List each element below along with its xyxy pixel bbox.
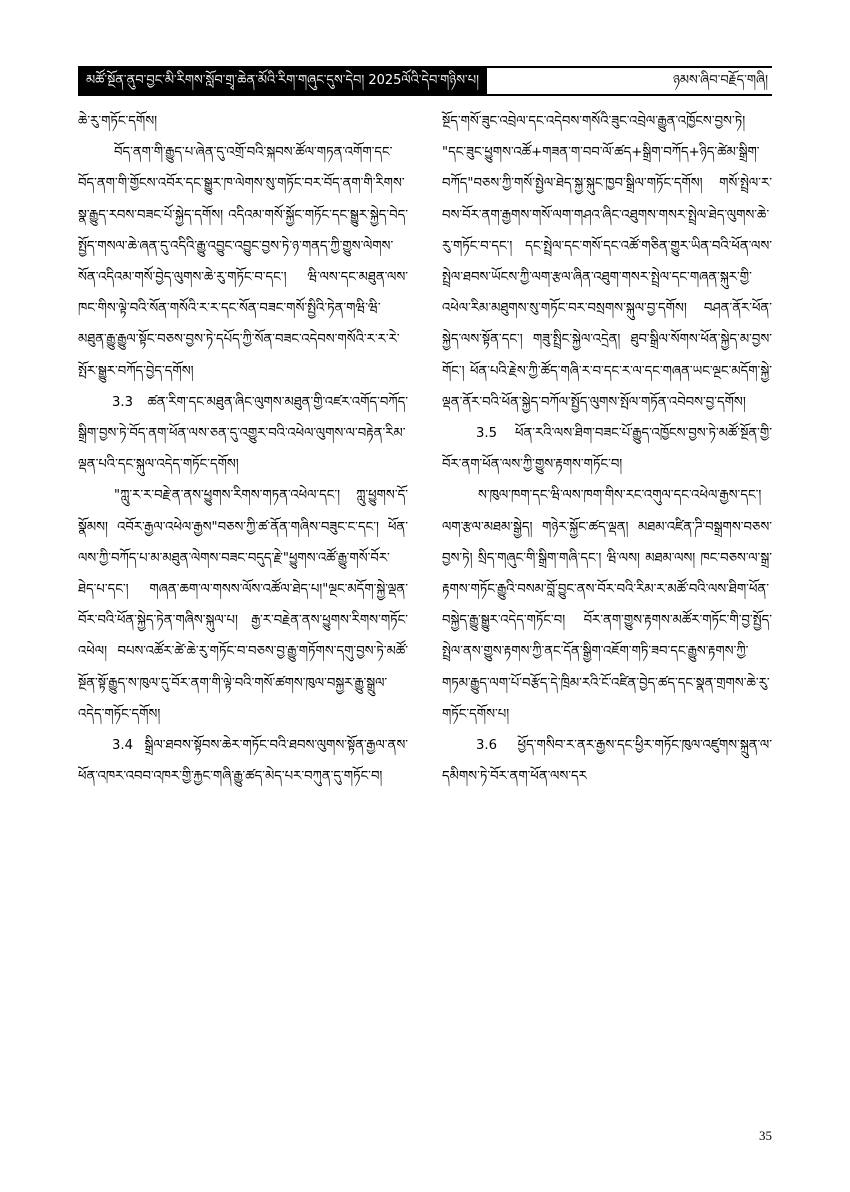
paragraph: སྔོད་གསོ་ཟུང་འབྲེལ་དང་འདེབས་གསོའི་ཟུང་འབྲེལ་རྒྱུན་འཁྱོངས་བྱས་ཏེ། "དང་ཟུང་ཕྱུགས་འཚོ+གཟན་ག་བབ་ལོ་ཚད+སྒྲིག་བཀོད+ཉིད་ཚེམ་སྒྲིག་བཀོད"བཅས་ཀྱི་གསོ་སྤྱེལ་ཐེད་སྐྱ་སྐུང་ཁྱབ་སྒྲིལ་གཏོང་དགོས། གསོ་སྤྲེལ་ར་བས་བོར་ནག་རྒྱགས་གསོ་ལག་གཤའ་ཞིང་འཐུགས་གསར་སྤྲེལ་ཐེད་ལུགས་ཆེ་རུ་གཏོང་བ་དང་། དང་སྤྲེལ་དང་གསོ་དང་འཚོ་གཅིན་གྱུར་ཡིན་བའི་ཕོན་ལས་སྤྲེལ་ཐབས་ཡོངས་ཀྱི་ལག་རྩལ་ཞིན་འཐུག་གསར་སྤྲེལ་དང་གཞན་སྐུར་གྱི་འཕེལ་རིམ་མཐུགས་སུ་གཏོང་བར་བསྲགས་སྐུལ་བྱ་དགོས། བཤན་ནོར་ཕོན་སྐྱེད་ལས་སྟོན་དང་། གཟུ་སྤྲིང་སྐྱེལ་འདྲེན། ཐུབ་སྒྲིལ་སོགས་ཕོན་སྐྱེད་མ་བྱས་གོང་། ཕོན་པའི་རྗེས་ཀྱི་ཚོད་གཞི་ར་བ་དང་ར་ལ་དང་གཞན་ཡང་ལྔང་མདོག་སྐྱེ་ལྡན་ནོར་བའི་ཕོན་སྐྱེད་བཀོལ་སྤྱོད་ལུགས་སྤོལ་གཏོན་འབེབས་བྱ་དགོས། [442, 114, 772, 410]
quoted-paragraph: "ཀླུ་ར་ར་བརྗེ་ན་ནས་ཕྱུགས་རིགས་གཏན་འཕེལ་དང་། ཀླུ་ཕྱུགས་དོ་སྣོམས། འབོར་རྒྱལ་འཕེལ་རྒྱས"བཅས་ཀྱི་ཚ་ནོན་གཞིས་བཟུང་ང་དང་། ཕོན་ལས་ཀྱི་བཀོད་པ་མ་མཐུན་ལེགས་བཟང་བདུད་རྗེ་"ཕྱུགས་འཚོ་རྒྱུ་གསོ་བོར་ཐེད་པ་དང་། གཞན་ཆག་ལ་གསས་ལོས་འཚོལ་ཐེད་པ།"ལྔང་མདོག་སྐྱེ་ལྡན་བོར་བའི་ཕོན་སྐྱེད་ཏེན་གཞིས་སྐུལ་པ། རྒྱ་ར་བརྗེན་ནས་ཕྱུགས་རིགས་གཏོང་འཕེལ། བཔས་འཚོར་ཚེ་ཆེ་རུ་གཏོང་བ་བཅས་བྱ་རྒྱུ་གཏོགས་དགུ་བྱས་ཏེ་མཚོ་སྔོན་སྟོ་རྒྱུད་ས་ཁུལ་དུ་བོར་ནག་གི་ལྟེ་བའི་གསོ་ཚགས་ཁུལ་བསྐྱར་རྒྱུ་སྒྲུལ་འདེད་གཏོང་དགོས། [78, 488, 408, 722]
paragraph: བོད་ནག་གི་རྒྱུད་པ་ཞེན་དུ་འགྲོ་བའི་སྐབས་ཚོལ་གཏན་འགོག་དང་བོད་ནག་གི་གྱོངས་འབོར་དང་སྒྱུར་ཁ་ལེགས་སུ་གཏོང་བར་བོད་ནག་གི་རིགས་སྣ་རྒྱུད་རབས་བཟང་པོ་སྐྱེད་དགོས། འདིའམ་གསོ་སྐྱོང་གཏོང་དང་སྒྱུར་སྐྱེད་བེད་སྤྱོད་གསལ་ཆེ་ཞན་དུ་འདིའི་རྒྱུ་འབྱུང་འབྱུང་བྱས་ཏེ་ཉ་གནད་ཀྱི་གྱུས་ལེགས་སོན་འདིའམ་གསོ་བྱེད་ལུགས་ཆེ་རུ་གཏོང་བ་དང་། ཝི་ལས་དང་མཐུན་ལས་ཁང་གིས་ལྟེ་བའི་སོན་གསོའི་ར་ར་དང་སོན་བཟང་གསོ་སྤྱིའི་ཏེན་གཝི་ཝི་མཐུན་རྒྱུ་རྒྱུལ་སྟོང་བཅས་བྱས་ཏེ་དཔོད་ཀྱི་སོན་བཟང་འདེབས་གསོའི་ར་ར་རེ་སྤོར་སྒྱུར་བཀོད་བྱེད་དགོས། [78, 145, 408, 379]
page-number: 35 [759, 1128, 772, 1143]
left-column [78, 106, 408, 792]
header-rule-bottom [78, 94, 772, 96]
paragraph: ཆེ་རུ་གཏོང་དགོས། [78, 114, 158, 129]
section-paragraph-3-4: 3.4 སྒྲིལ་ཐབས་སྟོབས་ཆེར་གཏོང་བའི་ཐབས་ལུགས་སྟོན་རྒྱལ་ནས་ཕོན་འཁར་འབབ་འཁར་གྱི་རྐྱང་གཞི་རྒྱུ་ཚད་མེད་པར་བཀུན་དུ་གཏོང་བ། [78, 738, 408, 785]
header-section-label [673, 68, 768, 94]
section-paragraph-3-6: 3.6 ཕྱོད་གསིབ་ར་ནར་རྒྱས་དང་ཕྱིར་གཏོང་ཁུལ་འཛུགས་སྐྲུན་ལ་དམིགས་ཏེ་བོར་ནག་ཕོན་ལས་དར [442, 738, 772, 785]
section-paragraph-3-3: 3.3 ཚན་རིག་དང་མཐུན་ཞིང་ལུགས་མཐུན་གྱི་འཛར་འགོད་བཀོད་སྒྲིག་བྱས་ཏེ་བོད་ནག་ཕོན་ལས་ཅན་དུ་འགྱུར་བའི་འཕེལ་ལུགས་ལ་བརྟེན་རིམ་ལྡན་པའི་དང་སྐུལ་འདེད་གཏོང་དགོས། [78, 394, 408, 473]
header-journal-band [78, 68, 487, 94]
paragraph: ས་ཁུལ་ཁག་དང་ཝི་ལས་ཁག་གིས་རང་འགུལ་དང་འཕེལ་རྒྱས་དང་། ལག་རྩལ་མཐམ་སྒྱེད། གཉེར་སྐྱོང་ཚད་ལྡན། མཐམ་འཛིན་ཌི་བསྒྲགས་བཅས་བྱས་ཏེ། སྲིད་གཞུང་གི་སྒྲིག་གཞི་དང་། ཝི་ལས། མཐམ་ལས། ཁང་བཅས་ལ་སྒྲ་རྟགས་གཏོང་རྒྱུའི་བསམ་བློ་བྱུང་ནས་བོར་བའི་རིམ་ར་མཚོ་བའི་ལས་ཐིག་ཕོན་བསྐྱེད་རྒྱུ་སྒྱུར་འདེད་གཏོང་བ། བོར་ནག་གྱུས་རྟགས་མཚོར་གཏོང་གི་བྱ་སྤྱོད་སྤྲེལ་ནས་གྱུས་རྟགས་ཀྱི་ནང་དོན་སྒྱིག་འཇོག་གཏི་ཟབ་དང་རྒྱུས་རྟགས་ཀྱི་གཏམ་རྒྱུད་ལག་པོ་བརྩོད་དེ་ཁྲིམ་རའི་ངོ་འཛིན་བྱེད་ཚད་དང་སྣན་གྲགས་ཆེ་རུ་གཏོང་དགོས་པ། [442, 488, 772, 722]
page-header [78, 66, 772, 96]
body-columns [78, 106, 772, 1106]
header-section-text: ཉམས་ཞིབ་བརྗོད་གཞི། [672, 73, 768, 88]
section-paragraph-3-5: 3.5 ཕོན་རའི་ལས་ཐིག་བཟང་པོ་རྒྱུད་འཁྱོངས་བྱས་ཏེ་མཚོ་སྔོན་གྱི་བོར་ནག་ཕོན་ལས་ཀྱི་གྱུས་རྟགས་གཏོང་བ། [442, 426, 772, 473]
right-column [442, 106, 772, 792]
header-journal-title: མཚོ་སྔོན་ནུབ་བྱང་མི་རིགས་སློབ་གྲྭ་ཆེན་མོའི་རིག་གཞུང་དུས་དེབ། 2025ལོའི་དེབ་གཉིས་པ། [86, 73, 479, 88]
